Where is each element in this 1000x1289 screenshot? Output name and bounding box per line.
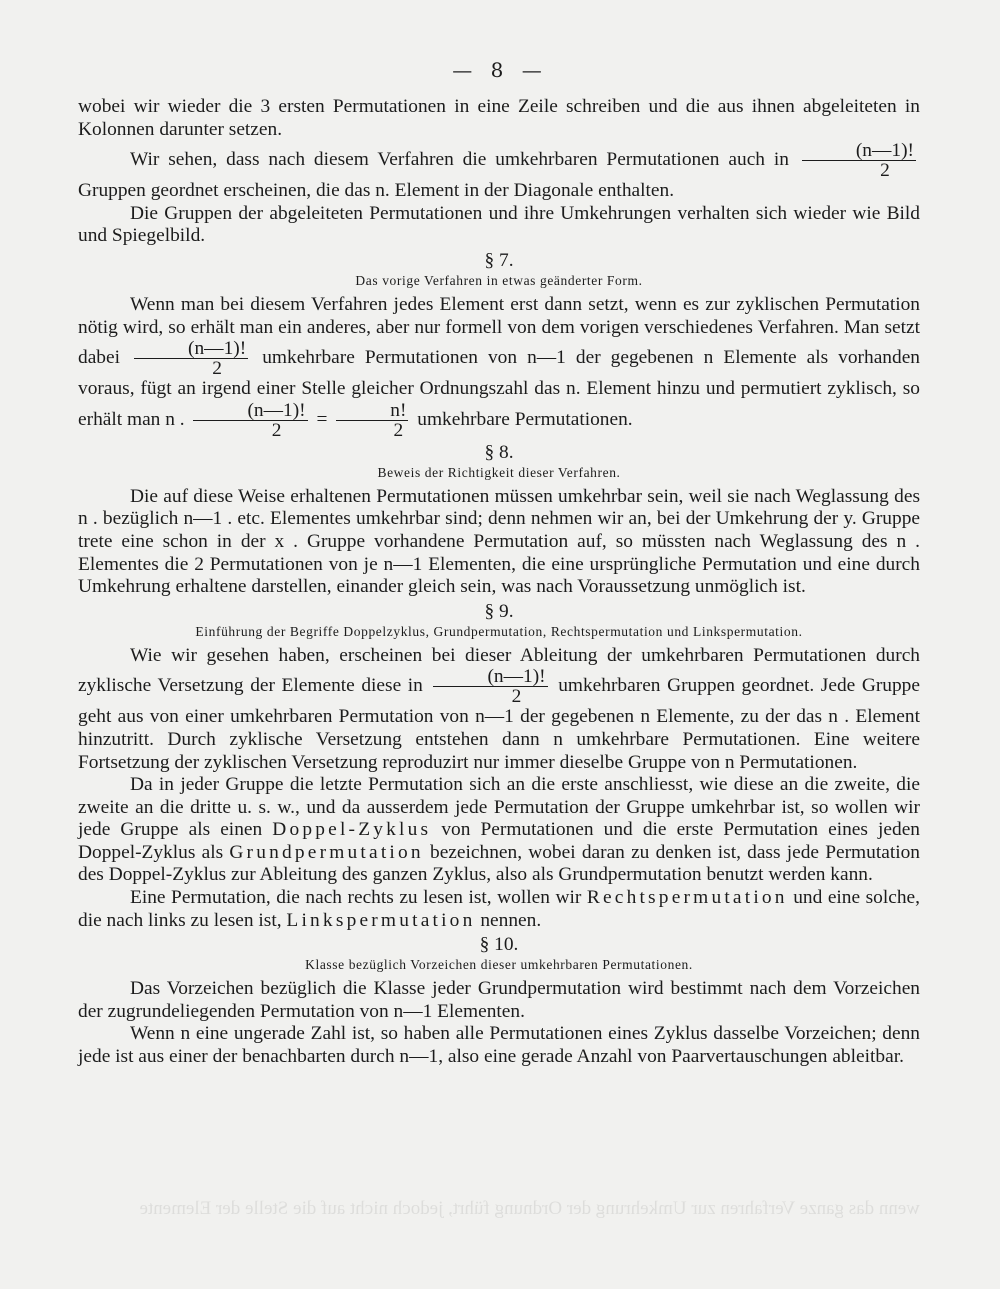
- section-subtitle: Das vorige Verfahren in etwas geänderter Form.: [355, 272, 643, 288]
- text-run: nennen.: [475, 909, 542, 931]
- fraction-numerator: n!: [336, 401, 408, 421]
- paragraph: [78, 141, 920, 203]
- page-number: — 8 —: [452, 58, 548, 82]
- spaced-term: Doppel-Zyklus: [272, 819, 432, 841]
- paragraph: [78, 774, 920, 887]
- text-run: umkehrbaren Gruppen geordnet. Jede Gruppe geht aus von einer umkehrbaren Permutation von n—1 der gegebenen n Elemente, zu der das n . Element hinzutritt. Durch zyklische Versetzung entstehen dann n umkehrbare Permutationen. Eine weitere Fortsetzung der zyklischen Versetzung reproduzirt nur immer dieselbe Gruppe von n Permutationen.: [78, 675, 920, 773]
- text-run: =: [311, 408, 333, 430]
- spaced-term: Grundpermutation: [229, 841, 424, 863]
- fraction-denominator: 2: [393, 419, 404, 441]
- fraction: [193, 401, 307, 440]
- text-run: Wir sehen, dass nach diesem Verfahren die umkehrbaren Permutationen auch in: [130, 149, 798, 171]
- fraction-denominator: 2: [212, 358, 222, 380]
- text-run: Wie wir gesehen haben, erscheinen bei dieser Ableitung der umkehrbaren Permutationen durch zyklische Versetzung der Elemente diese in: [78, 644, 920, 697]
- paragraph: [78, 294, 920, 440]
- spaced-term: Linkspermutation: [286, 909, 476, 931]
- bleed-through-text: wenn das ganze Verfahren zur Umkehrung der Ordnung führt, jedoch nicht auf die Stelle der Elemente: [139, 1198, 920, 1219]
- paragraph: Die auf diese Weise erhaltenen Permutationen müssen umkehrbar sein, weil sie nach Weglassung des n . bezüglich n—1 . etc. Elementes umkehrbar sind; denn nehmen wir an, bei der Umkehrung der y. Gruppe trete eine schon in der x . Gruppe vorhandene Permutation auf, so müssten nach Weglassung des n . Elementes die 2 Permutationen von je n—1 Elementen, die eine ursprüngliche Permutation und eine durch Umkehrung erhaltene darstellen, einander gleich sein, was nach Voraussetzung unmöglich ist.: [78, 485, 920, 598]
- section-heading: § 7.: [484, 249, 514, 271]
- text-run: umkehrbare Permutationen von n—1 der gegebenen n Elemente als vorhanden voraus, fügt an irgend einer Stelle gleicher Ordnungszahl das n. Element hinzu und permutiert zyklisch, so erhält man n .: [78, 347, 921, 430]
- fraction-numerator: (n—1)!: [433, 667, 547, 687]
- paragraph: wobei wir wieder die 3 ersten Permutationen in eine Zeile schreiben und die aus ihnen abgeleiteten in Kolonnen darunter setzen.: [78, 96, 920, 140]
- paragraph: [78, 887, 920, 932]
- fraction-numerator: (n—1)!: [134, 339, 248, 359]
- fraction-denominator: 2: [271, 419, 282, 441]
- section-heading: § 10.: [479, 934, 519, 956]
- fraction-denominator: 2: [880, 160, 890, 182]
- fraction: [134, 339, 248, 378]
- text-run: Wenn man bei diesem Verfahren jedes Element erst dann setzt, wenn es zur zyklischen Permutation nötig wird, so erhält man ein anderes, aber nur formell von dem vorigen verschiedenes Verfahren. Man setzt dabei: [78, 293, 920, 369]
- text-run: und eine solche, die nach links zu lesen ist,: [78, 887, 921, 931]
- text-run: Gruppen geordnet erscheinen, die das n. Element in der Diagonale enthalten.: [78, 180, 675, 202]
- section-subtitle: Einführung der Begriffe Doppelzyklus, Grundpermutation, Rechtspermutation und Linkspermutation.: [195, 623, 803, 639]
- fraction-numerator: (n—1)!: [802, 141, 916, 161]
- text-run: von Permutationen und die erste Permutation eines jeden Doppel-Zyklus als: [78, 819, 921, 863]
- text-run: umkehrbare Permutationen.: [412, 408, 633, 430]
- text-run: Eine Permutation, die nach rechts zu lesen ist, wollen wir: [130, 887, 587, 909]
- section-heading: § 8.: [484, 441, 514, 463]
- fraction-numerator: (n—1)!: [193, 401, 307, 421]
- section-subtitle: Beweis der Richtigkeit dieser Verfahren.: [377, 464, 621, 480]
- fraction: [433, 667, 547, 706]
- spaced-term: Rechtspermutation: [586, 887, 788, 909]
- text-run: Da in jeder Gruppe die letzte Permutation sich an die erste anschliesst, wie diese an die zweite, die zweite an die dritte u. s. w., und da ausserdem jede Permutation der Gruppe umkehrbar ist, so wollen wir jede Gruppe als einen: [78, 774, 920, 841]
- paragraph: Wenn n eine ungerade Zahl ist, so haben alle Permutationen eines Zyklus dasselbe Vorzeichen; denn jede ist aus einer der benachbarten durch n—1, also eine gerade Anzahl von Paarvertauschungen ableitbar.: [78, 1023, 920, 1068]
- fraction-denominator: 2: [511, 686, 522, 708]
- paragraph: Die Gruppen der abgeleiteten Permutationen und ihre Umkehrungen verhalten sich wieder wie Bild und Spiegelbild.: [78, 202, 920, 247]
- section-heading: § 9.: [484, 600, 514, 622]
- body-text: [78, 96, 920, 1069]
- fraction: [336, 401, 408, 440]
- section-subtitle: Klasse bezüglich Vorzeichen dieser umkehrbaren Permutationen.: [305, 957, 693, 973]
- text-run: bezeichnen, wobei daran zu denken ist, dass jede Permutation des Doppel-Zyklus zur Ableitung des ganzen Zyklus, also als Grundpermutation benutzt werden kann.: [78, 841, 920, 886]
- fraction: [802, 141, 916, 180]
- paragraph: Das Vorzeichen bezüglich die Klasse jeder Grundpermutation wird bestimmt nach dem Vorzeichen der zugrundeliegenden Permutation von n—1 Elementen.: [78, 978, 920, 1022]
- paragraph: [78, 645, 920, 774]
